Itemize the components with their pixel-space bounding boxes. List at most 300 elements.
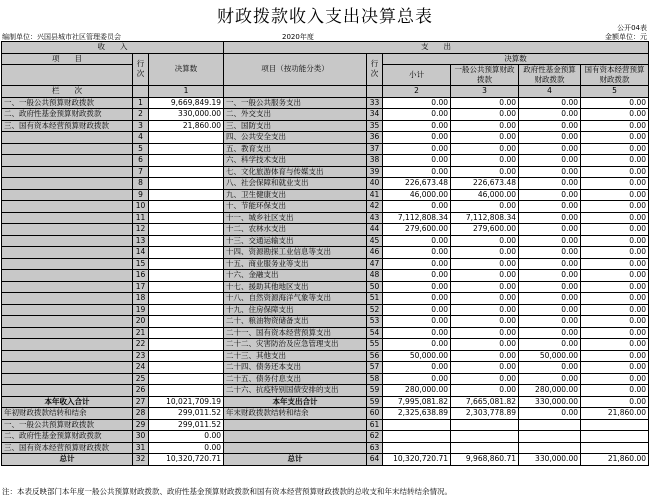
income-line: 11 — [133, 212, 149, 224]
expense-item: 一、一般公共服务支出 — [224, 97, 367, 109]
expense-line: 41 — [367, 189, 383, 201]
income-item — [2, 212, 133, 224]
subtotal-value: 0.00 — [383, 166, 451, 178]
general-budget-value: 46,000.00 — [451, 189, 519, 201]
expense-final-header: 决算数 — [383, 53, 649, 65]
expense-line: 60 — [367, 408, 383, 420]
income-item-header: 项 目 — [2, 53, 133, 65]
state-capital-header: 国有资本经营预算财政拨款 — [581, 65, 649, 86]
income-line: 17 — [133, 281, 149, 293]
expense-item: 十九、住房保障支出 — [224, 304, 367, 316]
table-row — [2, 281, 649, 293]
expense-item: 二十二、灾害防治及应急管理支出 — [224, 339, 367, 351]
expense-item: 本年支出合计 — [224, 396, 367, 408]
expense-line: 42 — [367, 201, 383, 213]
expense-line: 50 — [367, 281, 383, 293]
income-line: 7 — [133, 166, 149, 178]
subtotal-value: 0.00 — [383, 293, 451, 305]
state-capital-value: 21,860.00 — [581, 408, 649, 420]
final-accounts-table — [1, 41, 649, 466]
income-line: 10 — [133, 201, 149, 213]
state-capital-value: 0.00 — [581, 362, 649, 374]
state-capital-value: 0.00 — [581, 247, 649, 259]
fund-budget-value: 0.00 — [519, 132, 581, 144]
fund-budget-value: 0.00 — [519, 201, 581, 213]
income-line: 30 — [133, 431, 149, 443]
income-item — [2, 270, 133, 282]
income-line: 13 — [133, 235, 149, 247]
income-item-blank — [2, 65, 133, 86]
income-amount — [149, 201, 224, 213]
expense-item: 十六、金融支出 — [224, 270, 367, 282]
subtotal-value: 0.00 — [383, 235, 451, 247]
state-capital-value: 0.00 — [581, 258, 649, 270]
expense-item: 十一、城乡社区支出 — [224, 212, 367, 224]
fund-budget-value — [519, 419, 581, 431]
expense-item: 五、教育支出 — [224, 143, 367, 155]
state-capital-value: 0.00 — [581, 316, 649, 328]
table-row — [2, 339, 649, 351]
general-budget-value: 0.00 — [451, 327, 519, 339]
income-line: 12 — [133, 224, 149, 236]
income-amount — [149, 339, 224, 351]
income-item — [2, 373, 133, 385]
income-amount — [149, 235, 224, 247]
income-amount — [149, 293, 224, 305]
fund-budget-value: 0.00 — [519, 189, 581, 201]
expense-line: 53 — [367, 316, 383, 328]
general-budget-value: 0.00 — [451, 201, 519, 213]
state-capital-value: 0.00 — [581, 109, 649, 121]
table-row — [2, 293, 649, 305]
state-capital-value: 0.00 — [581, 304, 649, 316]
state-capital-value: 0.00 — [581, 97, 649, 109]
expense-item: 二、外交支出 — [224, 109, 367, 121]
fund-budget-value: 330,000.00 — [519, 454, 581, 466]
fund-budget-value: 0.00 — [519, 143, 581, 155]
fund-budget-value: 0.00 — [519, 327, 581, 339]
expense-line: 63 — [367, 442, 383, 454]
income-amount: 9,669,849.19 — [149, 97, 224, 109]
table-row — [2, 109, 649, 121]
expense-line: 51 — [367, 293, 383, 305]
expense-item — [224, 442, 367, 454]
expense-item: 二十一、国有资本经营预算支出 — [224, 327, 367, 339]
page-title: 财政拨款收入支出决算总表 — [217, 7, 433, 27]
expense-item: 八、社会保障和就业支出 — [224, 178, 367, 190]
subtotal-value: 0.00 — [383, 109, 451, 121]
income-item — [2, 281, 133, 293]
state-capital-value: 0.00 — [581, 224, 649, 236]
table-row — [2, 189, 649, 201]
table-row — [2, 350, 649, 362]
state-capital-value: 0.00 — [581, 178, 649, 190]
income-amount — [149, 362, 224, 374]
income-item — [2, 143, 133, 155]
income-amount — [149, 327, 224, 339]
expense-line: 35 — [367, 120, 383, 132]
expense-line: 58 — [367, 373, 383, 385]
income-item — [2, 362, 133, 374]
table-row — [2, 143, 649, 155]
year-label: 2020年度 — [282, 33, 314, 41]
income-amount — [149, 166, 224, 178]
income-item: 本年收入合计 — [2, 396, 133, 408]
subtotal-value: 2,325,638.89 — [383, 408, 451, 420]
fund-budget-value: 0.00 — [519, 155, 581, 167]
general-budget-value: 0.00 — [451, 281, 519, 293]
income-amount: 299,011.52 — [149, 419, 224, 431]
fund-budget-value: 0.00 — [519, 281, 581, 293]
state-capital-value: 0.00 — [581, 235, 649, 247]
expense-line: 54 — [367, 327, 383, 339]
footnote: 注：本表反映部门本年度一般公共预算财政拨款、政府性基金预算财政拨款和国有资本经营预算财政拨款的总收支和年末结转结余情况。 — [2, 487, 452, 496]
expense-section-header: 支 出 — [224, 42, 649, 54]
income-item — [2, 166, 133, 178]
expense-line-header: 行次 — [367, 53, 383, 86]
general-budget-value: 0.00 — [451, 385, 519, 397]
expense-item-header: 项目（按功能分类） — [224, 53, 367, 86]
expense-line: 43 — [367, 212, 383, 224]
income-line: 31 — [133, 442, 149, 454]
table-row — [2, 212, 649, 224]
fund-budget-value: 0.00 — [519, 316, 581, 328]
income-line-header: 行次 — [133, 53, 149, 86]
fund-budget-value — [519, 431, 581, 443]
subtotal-value: 0.00 — [383, 339, 451, 351]
fund-budget-value: 0.00 — [519, 373, 581, 385]
income-amount — [149, 178, 224, 190]
income-amount: 0.00 — [149, 442, 224, 454]
income-amount — [149, 373, 224, 385]
table-row — [2, 155, 649, 167]
state-capital-value: 0.00 — [581, 385, 649, 397]
expense-line: 56 — [367, 350, 383, 362]
fund-budget-value: 0.00 — [519, 293, 581, 305]
income-item: 一、一般公共预算财政拨款 — [2, 97, 133, 109]
income-line: 25 — [133, 373, 149, 385]
income-amount: 10,320,720.71 — [149, 454, 224, 466]
col-no-1: 1 — [149, 86, 224, 98]
table-row — [2, 270, 649, 282]
income-line: 4 — [133, 132, 149, 144]
table-row — [2, 97, 649, 109]
income-line: 1 — [133, 97, 149, 109]
income-line: 29 — [133, 419, 149, 431]
fund-budget-value: 0.00 — [519, 212, 581, 224]
expense-line: 55 — [367, 339, 383, 351]
general-budget-value: 0.00 — [451, 247, 519, 259]
income-line: 8 — [133, 178, 149, 190]
expense-line: 40 — [367, 178, 383, 190]
income-amount — [149, 281, 224, 293]
table-row — [2, 132, 649, 144]
state-capital-value: 0.00 — [581, 143, 649, 155]
state-capital-value: 0.00 — [581, 201, 649, 213]
subtotal-value: 0.00 — [383, 304, 451, 316]
expense-line: 61 — [367, 419, 383, 431]
general-budget-value: 0.00 — [451, 362, 519, 374]
general-budget-value: 0.00 — [451, 143, 519, 155]
expense-line: 59 — [367, 396, 383, 408]
fund-budget-value — [519, 442, 581, 454]
expense-item: 年末财政拨款结转和结余 — [224, 408, 367, 420]
income-amount — [149, 304, 224, 316]
general-budget-header: 一般公共预算财政拨款 — [451, 65, 519, 86]
state-capital-value — [581, 431, 649, 443]
income-line: 5 — [133, 143, 149, 155]
fund-budget-value: 0.00 — [519, 166, 581, 178]
income-amount: 0.00 — [149, 431, 224, 443]
expense-line: 34 — [367, 109, 383, 121]
income-line: 9 — [133, 189, 149, 201]
expense-item: 总计 — [224, 454, 367, 466]
fund-budget-value: 0.00 — [519, 224, 581, 236]
general-budget-value: 0.00 — [451, 258, 519, 270]
state-capital-value: 0.00 — [581, 166, 649, 178]
fund-budget-value: 0.00 — [519, 247, 581, 259]
col-no-3: 3 — [451, 86, 519, 98]
general-budget-value — [451, 431, 519, 443]
expense-item: 六、科学技术支出 — [224, 155, 367, 167]
income-line: 2 — [133, 109, 149, 121]
expense-line: 44 — [367, 224, 383, 236]
subtotal-value — [383, 431, 451, 443]
income-amount: 21,860.00 — [149, 120, 224, 132]
income-line: 3 — [133, 120, 149, 132]
table-row — [2, 178, 649, 190]
subtotal-value: 0.00 — [383, 258, 451, 270]
expense-item: 十二、农林水支出 — [224, 224, 367, 236]
subtotal-value: 7,995,081.82 — [383, 396, 451, 408]
income-budget-header: 决算数 — [149, 53, 224, 86]
general-budget-value: 0.00 — [451, 120, 519, 132]
general-budget-value: 0.00 — [451, 155, 519, 167]
state-capital-value — [581, 442, 649, 454]
table-row — [2, 258, 649, 270]
expense-item: 十四、资源勘探工业信息等支出 — [224, 247, 367, 259]
expense-item: 十七、援助其他地区支出 — [224, 281, 367, 293]
income-item — [2, 178, 133, 190]
table-row — [2, 385, 649, 397]
income-amount: 330,000.00 — [149, 109, 224, 121]
income-amount — [149, 132, 224, 144]
expense-line: 39 — [367, 166, 383, 178]
income-line: 22 — [133, 339, 149, 351]
income-item: 总计 — [2, 454, 133, 466]
general-budget-value — [451, 442, 519, 454]
subtotal-value — [383, 419, 451, 431]
general-budget-value: 0.00 — [451, 109, 519, 121]
subtotal-value: 280,000.00 — [383, 385, 451, 397]
income-item: 二、政府性基金预算财政拨款 — [2, 431, 133, 443]
general-budget-value: 0.00 — [451, 132, 519, 144]
fund-budget-value: 0.00 — [519, 270, 581, 282]
table-row — [2, 362, 649, 374]
table-row — [2, 201, 649, 213]
income-item — [2, 350, 133, 362]
state-capital-value: 0.00 — [581, 373, 649, 385]
expense-item: 二十五、债务付息支出 — [224, 373, 367, 385]
general-budget-value: 0.00 — [451, 166, 519, 178]
income-item — [2, 201, 133, 213]
general-budget-value: 0.00 — [451, 373, 519, 385]
form-code: 公开04表 — [617, 24, 647, 32]
state-capital-value: 0.00 — [581, 270, 649, 282]
state-capital-value: 0.00 — [581, 120, 649, 132]
state-capital-value: 0.00 — [581, 293, 649, 305]
expense-line: 64 — [367, 454, 383, 466]
general-budget-value: 226,673.48 — [451, 178, 519, 190]
subtotal-value: 0.00 — [383, 316, 451, 328]
income-line: 19 — [133, 304, 149, 316]
expense-line: 47 — [367, 258, 383, 270]
expense-item: 七、文化旅游体育与传媒支出 — [224, 166, 367, 178]
table-row — [2, 235, 649, 247]
income-line: 32 — [133, 454, 149, 466]
expense-item: 十五、商业服务业等支出 — [224, 258, 367, 270]
income-item — [2, 189, 133, 201]
org-label: 编制单位：兴国县城市社区管理委员会 — [2, 33, 121, 41]
expense-item: 二十四、债务还本支出 — [224, 362, 367, 374]
income-amount — [149, 270, 224, 282]
general-budget-value: 0.00 — [451, 270, 519, 282]
table-row — [2, 373, 649, 385]
expense-item — [224, 431, 367, 443]
fund-budget-value: 280,000.00 — [519, 385, 581, 397]
expense-item: 二十三、其他支出 — [224, 350, 367, 362]
table-row — [2, 454, 649, 466]
expense-item: 四、公共安全支出 — [224, 132, 367, 144]
fund-budget-value: 0.00 — [519, 339, 581, 351]
subtotal-value: 0.00 — [383, 120, 451, 132]
income-line: 18 — [133, 293, 149, 305]
general-budget-value: 0.00 — [451, 350, 519, 362]
expense-line: 52 — [367, 304, 383, 316]
income-line: 15 — [133, 258, 149, 270]
income-line: 6 — [133, 155, 149, 167]
income-item — [2, 385, 133, 397]
income-amount — [149, 316, 224, 328]
income-line: 24 — [133, 362, 149, 374]
expense-line: 45 — [367, 235, 383, 247]
expense-line: 36 — [367, 132, 383, 144]
subtotal-value: 0.00 — [383, 155, 451, 167]
subtotal-value: 0.00 — [383, 327, 451, 339]
subtotal-value: 46,000.00 — [383, 189, 451, 201]
income-line: 23 — [133, 350, 149, 362]
col-no-5: 5 — [581, 86, 649, 98]
table-row — [2, 120, 649, 132]
general-budget-value: 279,600.00 — [451, 224, 519, 236]
table-row — [2, 247, 649, 259]
income-item — [2, 327, 133, 339]
income-line: 26 — [133, 385, 149, 397]
expense-item: 三、国防支出 — [224, 120, 367, 132]
subtotal-value: 0.00 — [383, 143, 451, 155]
income-item — [2, 224, 133, 236]
fund-budget-value: 50,000.00 — [519, 350, 581, 362]
subtotal-value: 0.00 — [383, 373, 451, 385]
subtotal-value: 0.00 — [383, 281, 451, 293]
subtotal-value: 0.00 — [383, 132, 451, 144]
income-amount — [149, 212, 224, 224]
expense-line: 62 — [367, 431, 383, 443]
general-budget-value: 7,112,808.34 — [451, 212, 519, 224]
general-budget-value: 9,968,860.71 — [451, 454, 519, 466]
expense-line: 57 — [367, 362, 383, 374]
state-capital-value: 0.00 — [581, 396, 649, 408]
income-amount — [149, 155, 224, 167]
fund-budget-value: 0.00 — [519, 304, 581, 316]
state-capital-value: 0.00 — [581, 350, 649, 362]
income-amount — [149, 258, 224, 270]
income-amount — [149, 247, 224, 259]
income-line: 21 — [133, 327, 149, 339]
general-budget-value: 0.00 — [451, 97, 519, 109]
income-item: 一、一般公共预算财政拨款 — [2, 419, 133, 431]
income-amount: 10,021,709.19 — [149, 396, 224, 408]
general-budget-value: 2,303,778.89 — [451, 408, 519, 420]
fund-budget-value: 0.00 — [519, 408, 581, 420]
subtotal-value: 50,000.00 — [383, 350, 451, 362]
table-row — [2, 431, 649, 443]
general-budget-value: 0.00 — [451, 304, 519, 316]
subtotal-value: 0.00 — [383, 201, 451, 213]
fund-budget-value: 0.00 — [519, 178, 581, 190]
state-capital-value: 21,860.00 — [581, 454, 649, 466]
expense-item: 十三、交通运输支出 — [224, 235, 367, 247]
income-amount: 299,011.52 — [149, 408, 224, 420]
subtotal-value: 279,600.00 — [383, 224, 451, 236]
income-amount — [149, 143, 224, 155]
expense-item: 九、卫生健康支出 — [224, 189, 367, 201]
expense-line: 46 — [367, 247, 383, 259]
income-item — [2, 304, 133, 316]
table-row — [2, 419, 649, 431]
expense-item: 十八、自然资源海洋气象等支出 — [224, 293, 367, 305]
income-section-header: 收 入 — [2, 42, 224, 54]
subtotal-value: 0.00 — [383, 247, 451, 259]
income-amount — [149, 189, 224, 201]
expense-item: 二十六、抗疫特别国债安排的支出 — [224, 385, 367, 397]
income-item — [2, 293, 133, 305]
income-amount — [149, 385, 224, 397]
state-capital-value: 0.00 — [581, 132, 649, 144]
income-line: 16 — [133, 270, 149, 282]
income-item — [2, 155, 133, 167]
col-no-2: 2 — [383, 86, 451, 98]
state-capital-value: 0.00 — [581, 339, 649, 351]
state-capital-value: 0.00 — [581, 155, 649, 167]
subtotal-value: 0.00 — [383, 270, 451, 282]
subtotal-value — [383, 442, 451, 454]
table-row — [2, 224, 649, 236]
subtotal-value: 7,112,808.34 — [383, 212, 451, 224]
unit-label: 金额单位：元 — [605, 33, 647, 41]
income-item — [2, 247, 133, 259]
income-item — [2, 235, 133, 247]
income-item — [2, 132, 133, 144]
expense-item: 二十、粮油物资储备支出 — [224, 316, 367, 328]
expense-line: 59 — [367, 385, 383, 397]
state-capital-value: 0.00 — [581, 212, 649, 224]
general-budget-value: 0.00 — [451, 293, 519, 305]
table-row — [2, 408, 649, 420]
income-item: 年初财政拨款结转和结余 — [2, 408, 133, 420]
income-amount — [149, 224, 224, 236]
income-amount — [149, 350, 224, 362]
